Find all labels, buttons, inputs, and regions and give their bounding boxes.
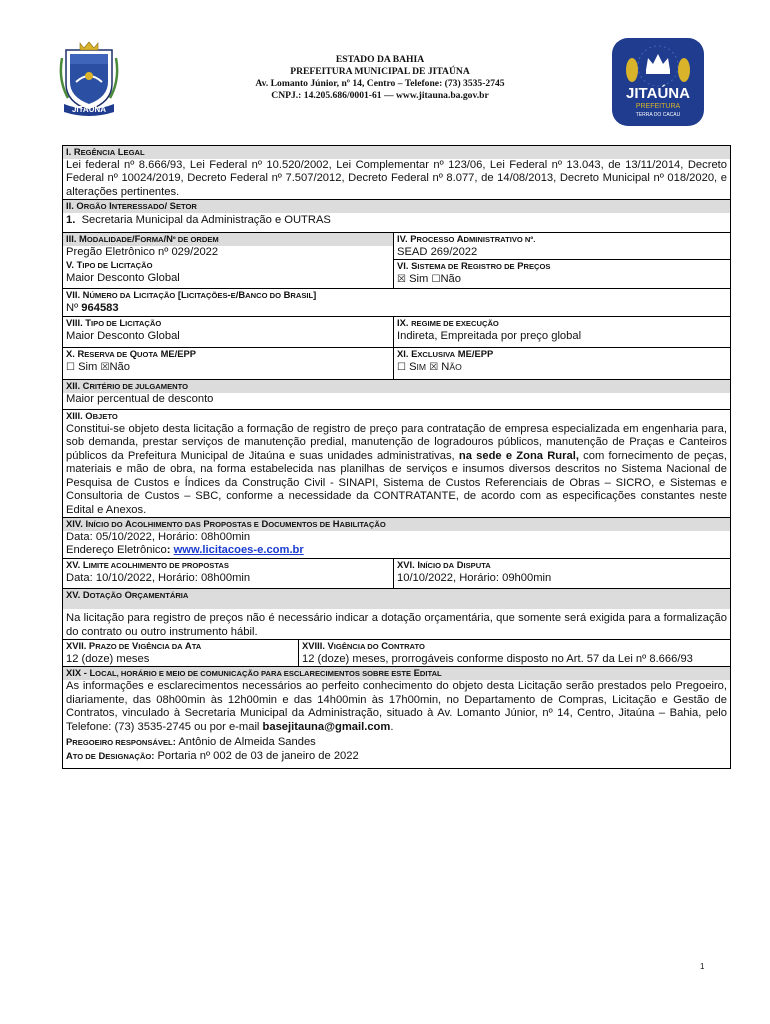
checkbox-checked-icon: ☒ (100, 362, 110, 374)
section-head-esclarecimentos: XIX - LOCAL, HORÁRIO E MEIO DE COMUNICAÇÃO PARA ESCLARECIMENTOS SOBRE ESTE EDITAL (63, 666, 730, 680)
section-head-processo: IV. PROCESSO ADMINISTRATIVO Nº. (394, 233, 730, 246)
section-head-criterio: XII. CRITÉRIO DE JULGAMENTO (63, 379, 730, 393)
crest-banner-text: JITAÚNA (71, 105, 107, 114)
srp-yes-label: Sim (409, 273, 429, 286)
row-reserva-exclusiva (63, 347, 730, 378)
section-head-regime: IX. REGIME DE EXECUÇÃO (394, 317, 730, 330)
checkbox-checked-icon: ☒ (429, 362, 439, 374)
brand-sub: PREFEITURA (635, 103, 681, 110)
disputa-value: 10/10/2022, Horário: 09h00min (397, 571, 552, 584)
reserva-options: ☐ Sim ☒Não (66, 361, 130, 374)
pregoeiro-line: PREGOEIRO RESPONSÁVEL: Antônio de Almeida Sandes (66, 735, 316, 748)
dotacao-text: Na licitação para registro de preços não é necessário indicar a dotação orçamentária, que somente será exigida para a formalização do contrato ou outro instrumento hábil. (66, 612, 727, 638)
vigencia-value: 12 (doze) meses, prorrogáveis conforme disposto no Art. 57 da Lei nº 8.666/93 (302, 652, 693, 665)
tipo-2-value: Maior Desconto Global (66, 329, 180, 342)
row-tipo-regime (63, 316, 730, 347)
section-head-objeto: XIII. OBJETO (63, 409, 730, 423)
header-address: Av. Lomanto Júnior, nº 14, Centro – Telefone: (73) 3535-2745 (255, 78, 505, 89)
section-head-modalidade: III. MODALIDADE/FORMA/Nº DE ORDEM (63, 233, 393, 246)
srp-no-label: Não (440, 273, 461, 286)
row-prazo-vigencia (63, 639, 730, 666)
checkbox-empty-icon: ☐ (397, 362, 406, 374)
jitauna-brand-logo (606, 36, 710, 128)
tipo-value: Maior Desconto Global (66, 272, 180, 285)
exclusiva-options: ☐ SIM ☒ NÃO (397, 361, 462, 374)
row-modalidade-processo (63, 232, 730, 259)
esclarecimentos-text: As informações e esclarecimentos necessários ao perfeito conhecimento do objeto desta Licitação serão prestados pelo Pregoeiro, diariamente, das 08h00min às 12h00min e das 14h00min às 17h00min, no Departamento de Compras, Licitação e Gestão de Contratos, vinculado à Secretaria Municipal da Administração, situado à Av. Lomanto Júnior, nº 14, Centro, Jitaúna – Bahia, pelo Telefone: (73) 3535-2745 ou por e-mail basejitauna@gmail.com. (66, 680, 727, 733)
checkbox-empty-icon: ☐ (431, 274, 441, 286)
letterhead (190, 54, 570, 102)
section-head-exclusiva: XI. EXCLUSIVA ME/EPP (394, 348, 730, 361)
regime-value: Indireta, Empreitada por preço global (397, 329, 582, 342)
processo-value: SEAD 269/2022 (397, 245, 478, 258)
objeto-text: Constitui-se objeto desta licitação a formação de registro de preço para contratação de empresa especializada em engenharia para, sob demanda, prestar serviços de manutenção predial, manutenção de logradouros públicos, manutenção de Praças e Canteiros públicos da Prefeitura Municipal de Jitaúna e suas unidades administrativas, na sede e Zona Rural, com fornecimento de peças, materiais e mão de obra, na forma estabelecida nas planilhas de serviços e insumos diversos descritos no Sistema Nacional de Pesquisa de Custos e Índices da Construção Civil - SINAPI, Sistema de Custos Referenciais de Obras – SICRO, e Sistemas e Consultoria de Custos – SBC, conforme a necessidade da CONTRATANTE, de acordo com as especificações constantes neste Edital e Anexos. (66, 423, 727, 516)
section-head-orgao: II. ORGÃO INTERESSADO/ SETOR (63, 199, 730, 213)
section-head-vigencia: XVIII. VIGÊNCIA DO CONTRATO (299, 640, 730, 653)
ato-designacao-line: ATO DE DESIGNAÇÃO: Portaria nº 002 de 03 de janeiro de 2022 (66, 750, 359, 763)
regencia-text: Lei federal nº 8.666/93, Lei Federal nº 10.520/2002, Lei Complementar nº 123/06, Lei Federal nº 13.043, de 13/11/2014, Decreto Federal nº 10024/2019, Decreto Federal nº 7.507/2012, Decreto Federal nº 8.077, de 14/08/2013, Decreto Municipal nº 018/2020, e alterações pertinentes. (63, 159, 730, 199)
numero-value: Nº 964583 (66, 302, 119, 315)
criterio-value: Maior percentual de desconto (66, 392, 214, 405)
header-prefeitura: PREFEITURA MUNICIPAL DE JITAÚNA (290, 66, 470, 77)
cocoa-pod-icon (626, 58, 638, 82)
section-head-reserva: X. RESERVA DE QUOTA ME/EPP (63, 348, 393, 361)
edital-summary-form (62, 145, 731, 769)
prazo-value: 12 (doze) meses (66, 652, 150, 665)
limite-value: Data: 10/10/2022, Horário: 08h00min (66, 571, 251, 584)
section-head-dotacao: XV. DOTAÇÃO ORÇAMENTÁRIA (63, 588, 730, 609)
section-head-limite: XV. LIMITE ACOLHIMENTO DE PROPOSTAS (63, 559, 393, 572)
row-limite-disputa (63, 558, 730, 588)
row-tipo-srp (63, 259, 730, 288)
section-head-prazo: XVII. PRAZO DE VIGÊNCIA DA ATA (63, 640, 298, 653)
header-state: ESTADO DA BAHIA (335, 54, 425, 65)
brand-tagline: TERRA DO CACAU (635, 112, 681, 118)
srp-options (394, 273, 730, 286)
section-head-disputa: XVI. INÍCIO DA DISPUTA (394, 559, 730, 572)
orgao-value: 1. Secretaria Municipal da Administração e OUTRAS (66, 214, 331, 227)
acolhimento-date: Data: 05/10/2022, Horário: 08h00min (66, 530, 251, 543)
licitacoes-link[interactable]: www.licitacoes-e.com.br (173, 544, 304, 557)
page-number: 1 (700, 962, 705, 971)
brand-name: JITAÚNA (626, 85, 690, 102)
acolhimento-address: Endereço Eletrônico: www.licitacoes-e.com.br (66, 544, 304, 557)
section-head-srp: VI. SISTEMA DE REGISTRO DE PREÇOS (394, 259, 730, 273)
section-head-tipo-2: VIII. TIPO DE LICITAÇÃO (63, 317, 393, 330)
checkbox-empty-icon: ☐ (66, 362, 75, 374)
coat-of-arms-icon (58, 40, 120, 118)
modalidade-value: Pregão Eletrônico nº 029/2022 (66, 245, 219, 258)
header-cnpj: CNPJ.: 14.205.686/0001-61 — www.jitauna.ba.gov.br (271, 90, 489, 101)
section-head-regencia: I. REGÊNCIA LEGAL (63, 145, 730, 159)
section-head-acolhimento: XIV. INÍCIO DO ACOLHIMENTO DAS PROPOSTAS E DOCUMENTOS DE HABILITAÇÃO (63, 517, 730, 531)
section-head-tipo: V. TIPO DE LICITAÇÃO (63, 259, 393, 272)
checkbox-checked-icon: ☒ (397, 274, 406, 286)
contact-email[interactable]: basejitauna@gmail.com (262, 720, 391, 733)
section-head-numero: VII. NÚMERO DA LICITAÇÃO [LICITAÇÕES-E/BANCO DO BRASIL] (63, 288, 730, 302)
